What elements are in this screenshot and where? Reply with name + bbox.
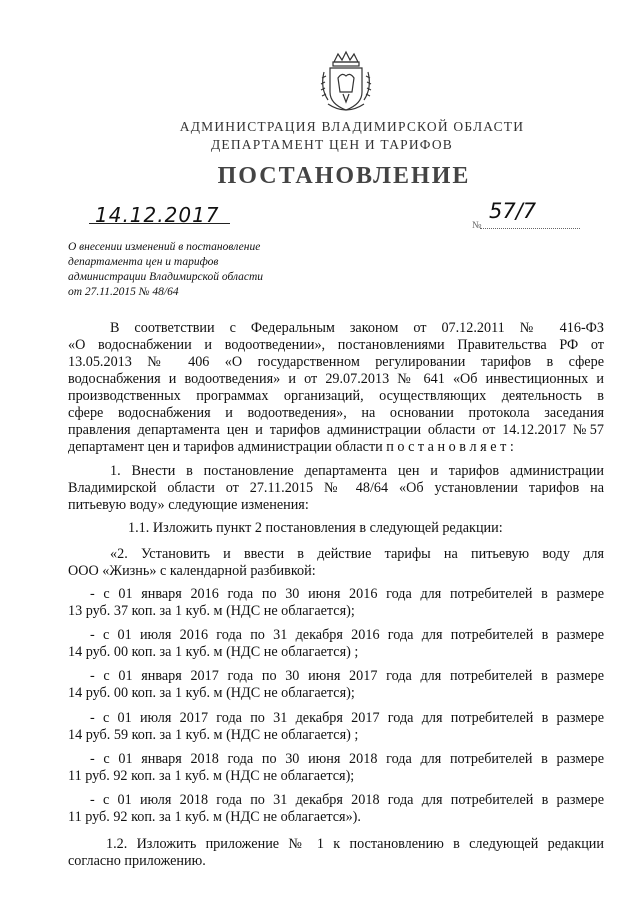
body-line: 1. Внести в постановление департамента цен и тарифов администрации xyxy=(110,463,604,479)
body-line: - с 01 января 2018 года по 30 июня 2018 года для потребителей в размере xyxy=(90,751,604,767)
body-line: 11 руб. 92 коп. за 1 куб. м (НДС не облагается); xyxy=(68,768,355,784)
body-line: «2. Установить и ввести в действие тарифы на питьевую воду для xyxy=(110,546,604,562)
organization-name: АДМИНИСТРАЦИЯ ВЛАДИМИРСКОЙ ОБЛАСТИ xyxy=(179,119,525,134)
subject-line: департамента цен и тарифов xyxy=(68,256,219,268)
body-line: - с 01 июля 2016 года по 31 декабря 2016 года для потребителей в размере xyxy=(90,627,604,643)
body-line: Владимирской области от 27.11.2015 № 48/64 «Об установлении тарифов на xyxy=(68,480,604,496)
body-line: - с 01 июля 2017 года по 31 декабря 2017 года для потребителей в размере xyxy=(90,710,604,726)
body-line: правления департамента цен и тарифов администрации области от 14.12.2017 №57 xyxy=(68,422,604,438)
number-underline xyxy=(480,228,580,229)
body-line: - с 01 января 2016 года по 30 июня 2016 года для потребителей в размере xyxy=(90,586,604,602)
document-title: ПОСТАНОВЛЕНИЕ xyxy=(217,163,471,189)
body-line: ООО «Жизнь» с календарной разбивкой: xyxy=(68,563,316,579)
body-line: В соответствии с Федеральным законом от 07.12.2011 № 416-ФЗ xyxy=(110,320,604,336)
body-line: согласно приложению. xyxy=(68,853,206,869)
body-line: водоснабжения и водоотведения» и от 29.07.2013 № 641 «Об инвестиционных и xyxy=(68,371,604,387)
body-line: - с 01 января 2017 года по 30 июня 2017 года для потребителей в размере xyxy=(90,668,604,684)
body-line: 11 руб. 92 коп. за 1 куб. м (НДС не облагается»). xyxy=(68,809,361,825)
document-subject xyxy=(68,240,328,300)
document-date: 14.12.2017 xyxy=(95,203,220,227)
document-number: 57/7 xyxy=(489,199,537,223)
body-line: 13.05.2013 № 406 «О государственном регулировании тарифов в сфере xyxy=(68,354,604,370)
subject-line: администрации Владимирской области xyxy=(68,271,264,283)
body-line: питьевую воду» следующие изменения: xyxy=(68,497,309,513)
subject-line: О внесении изменений в постановление xyxy=(68,241,261,253)
body-line: 14 руб. 00 коп. за 1 куб. м (НДС не облагается); xyxy=(68,685,355,701)
body-line: производственных программах организаций, осуществляющих деятельность в xyxy=(68,388,604,404)
body-line: 1.1. Изложить пункт 2 постановления в следующей редакции: xyxy=(128,520,503,536)
body-line: 14 руб. 00 коп. за 1 куб. м (НДС не облагается) ; xyxy=(68,644,359,660)
body-line: сфере водоснабжения и водоотведения», на основании протокола заседания xyxy=(68,405,604,421)
coat-of-arms-icon xyxy=(316,48,376,118)
body-line: - с 01 июля 2018 года по 31 декабря 2018 года для потребителей в размере xyxy=(90,792,604,808)
subject-line: от 27.11.2015 № 48/64 xyxy=(68,286,179,298)
body-line: департамент цен и тарифов администрации области п о с т а н о в л я е т : xyxy=(68,439,514,455)
body-line: 13 руб. 37 коп. за 1 куб. м (НДС не облагается); xyxy=(68,603,355,619)
department-name: ДЕПАРТАМЕНТ ЦЕН И ТАРИФОВ xyxy=(211,137,453,152)
number-label: № xyxy=(472,220,482,231)
body-line: 14 руб. 59 коп. за 1 куб. м (НДС не облагается) ; xyxy=(68,727,359,743)
body-line: 1.2. Изложить приложение № 1 к постановлению в следующей редакции xyxy=(106,836,604,852)
body-line: «О водоснабжении и водоотведении», постановлениями Правительства РФ от xyxy=(68,337,604,353)
